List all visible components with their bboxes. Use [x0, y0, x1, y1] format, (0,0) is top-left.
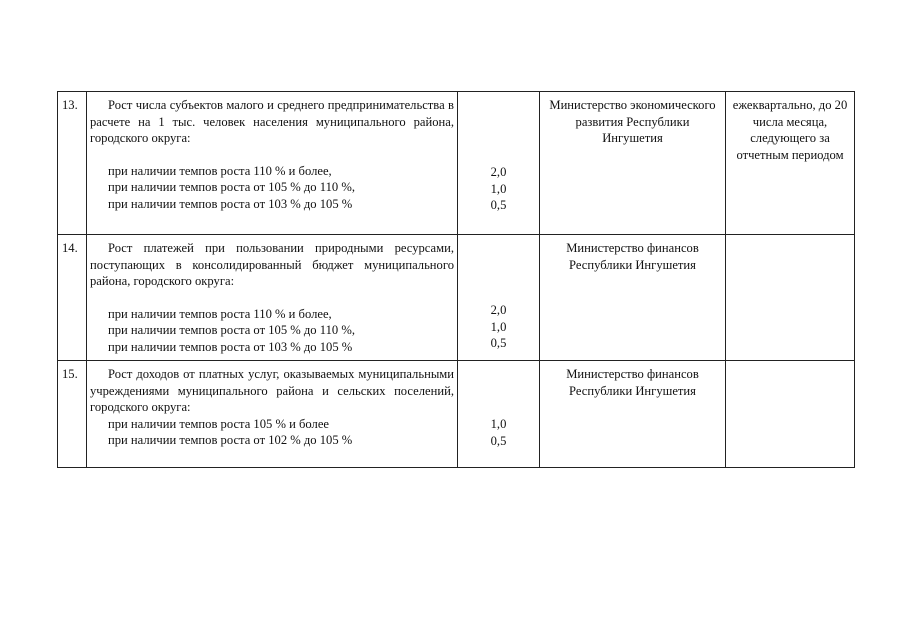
table-row — [58, 361, 855, 468]
criteria-table — [57, 91, 855, 468]
criterion-text: Рост доходов от платных услуг, оказываемых муниципальными учреждениями муниципального района и сельских поселений, городского округа: — [90, 367, 454, 415]
condition-list — [90, 306, 454, 356]
criterion-cell — [87, 92, 458, 235]
score-value: 2,0 — [490, 303, 507, 317]
score-value: 0,5 — [490, 336, 507, 351]
score-value: 2,0 — [490, 165, 507, 179]
score-value: 1,0 — [490, 181, 507, 196]
row-number: 14. — [58, 235, 87, 361]
condition-item: при наличии темпов роста 110 % и более, — [108, 163, 332, 178]
score-value: 1,0 — [490, 417, 507, 431]
row-number: 13. — [58, 92, 87, 235]
score-value: 1,0 — [490, 319, 507, 334]
score-list — [458, 361, 539, 449]
score-cell — [458, 235, 540, 361]
criterion-text: Рост платежей при пользовании природными ресурсами, поступающих в консолидированный бюджет муниципального района, городского округа: — [90, 241, 454, 289]
deadline: ежеквартально, до 20 числа месяца, следующего за отчетным периодом — [726, 92, 855, 235]
condition-item: при наличии темпов роста от 105 % до 110 %, — [108, 323, 355, 338]
responsible-body: Министерство экономического развития Республики Ингушетия — [540, 92, 726, 235]
deadline — [726, 235, 855, 361]
table-row — [58, 235, 855, 361]
responsible-body: Министерство финансов Республики Ингушетия — [540, 235, 726, 361]
score-list — [458, 235, 539, 352]
table-row — [58, 92, 855, 235]
criterion-cell — [87, 235, 458, 361]
condition-item: при наличии темпов роста от 105 % до 110 %, — [108, 180, 355, 195]
condition-list — [90, 163, 454, 213]
condition-item: при наличии темпов роста 110 % и более, — [108, 306, 332, 321]
deadline — [726, 361, 855, 468]
score-value: 0,5 — [490, 198, 507, 213]
row-number: 15. — [58, 361, 87, 468]
condition-item: при наличии темпов роста от 103 % до 105 % — [108, 339, 353, 354]
criterion-cell — [87, 361, 458, 468]
condition-item: при наличии темпов роста от 102 % до 105 % — [108, 433, 353, 448]
score-value: 0,5 — [490, 433, 507, 448]
score-cell — [458, 361, 540, 468]
condition-item: при наличии темпов роста 105 % и более — [108, 416, 330, 431]
criterion-text: Рост числа субъектов малого и среднего предпринимательства в расчете на 1 тыс. человек населения муниципального района, городского округа: — [90, 98, 454, 146]
score-list — [458, 92, 539, 214]
score-cell — [458, 92, 540, 235]
condition-item: при наличии темпов роста от 103 % до 105 % — [108, 196, 353, 211]
condition-list — [90, 416, 454, 449]
responsible-body: Министерство финансов Республики Ингушетия — [540, 361, 726, 468]
